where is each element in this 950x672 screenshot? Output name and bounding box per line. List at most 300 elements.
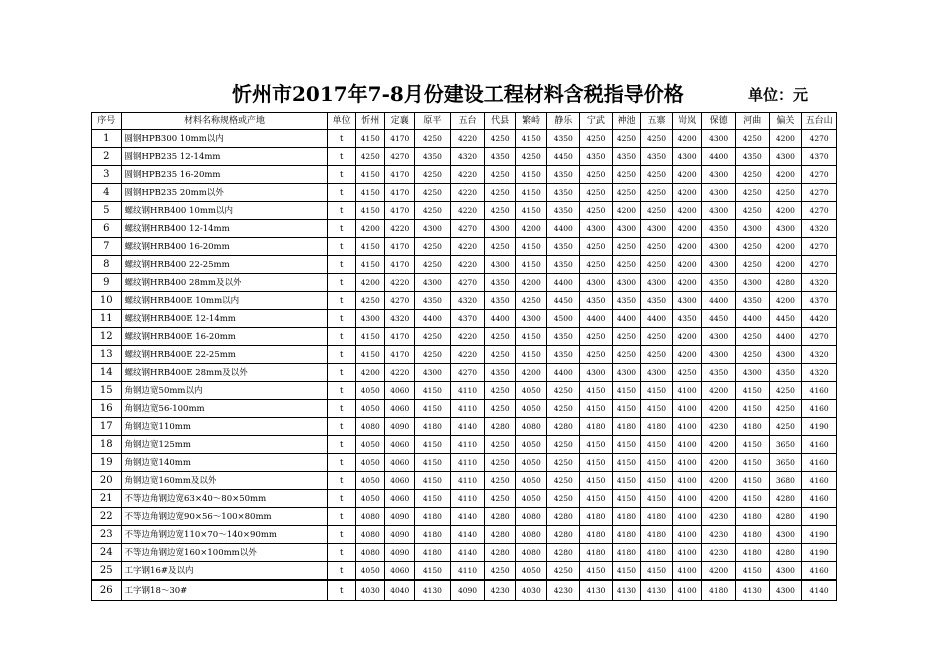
price-cell: 4280 [485, 508, 516, 526]
price-cell: 4150 [612, 454, 641, 472]
price-cell: 4300 [702, 328, 736, 346]
price-cell: 4190 [802, 418, 837, 436]
price-cell: 4250 [641, 238, 673, 256]
price-cell: 4080 [515, 526, 547, 544]
price-cell: 4090 [385, 418, 415, 436]
price-cell: 4200 [672, 202, 702, 220]
price-cell: 4150 [612, 472, 641, 490]
price-cell: 3680 [769, 472, 802, 490]
price-cell: 4050 [515, 454, 547, 472]
price-cell: 4250 [485, 346, 516, 364]
price-cell: 4160 [802, 454, 837, 472]
price-cell: 4060 [385, 490, 415, 508]
price-cell: 4130 [612, 580, 641, 601]
price-cell: 4250 [485, 382, 516, 400]
price-cell: 4230 [702, 508, 736, 526]
material-name: 不等边角钢边宽90×56～100×80mm [121, 508, 328, 526]
unit-cell: t [328, 184, 356, 202]
price-cell: 4200 [769, 130, 802, 148]
price-cell: 4250 [580, 238, 613, 256]
price-cell: 4150 [612, 436, 641, 454]
material-name: 不等边角钢边宽63×40～80×50mm [121, 490, 328, 508]
price-cell: 4200 [769, 292, 802, 310]
price-cell: 4230 [485, 580, 516, 601]
unit-cell: t [328, 148, 356, 166]
row-number: 15 [92, 382, 122, 400]
table-row [92, 472, 837, 490]
price-cell: 4080 [515, 544, 547, 562]
table-row [92, 256, 837, 274]
unit-cell: t [328, 472, 356, 490]
price-cell: 4150 [355, 130, 385, 148]
price-cell: 4270 [802, 130, 837, 148]
price-cell: 4200 [672, 256, 702, 274]
unit-cell: t [328, 274, 356, 292]
price-cell: 4300 [702, 256, 736, 274]
price-cell: 4180 [735, 544, 769, 562]
price-cell: 4300 [355, 310, 385, 328]
price-cell: 4320 [802, 364, 837, 382]
price-cell: 4350 [702, 364, 736, 382]
price-cell: 4180 [580, 508, 613, 526]
price-cell: 4180 [735, 526, 769, 544]
unit-cell: t [328, 166, 356, 184]
price-cell: 4100 [672, 400, 702, 418]
price-cell: 4230 [702, 544, 736, 562]
price-cell: 4280 [485, 418, 516, 436]
price-cell: 4150 [515, 184, 547, 202]
price-cell: 4400 [485, 310, 516, 328]
table-row [92, 544, 837, 562]
price-cell: 4050 [355, 472, 385, 490]
price-cell: 4350 [547, 328, 580, 346]
price-cell: 4250 [547, 382, 580, 400]
price-cell: 4250 [415, 238, 451, 256]
price-cell: 4050 [515, 436, 547, 454]
table-header-row [92, 113, 837, 130]
price-cell: 4350 [485, 292, 516, 310]
price-cell: 4060 [385, 454, 415, 472]
price-cell: 4250 [641, 346, 673, 364]
price-cell: 4130 [415, 580, 451, 601]
row-number: 12 [92, 328, 122, 346]
price-cell: 4250 [547, 436, 580, 454]
column-header: 宁武 [580, 113, 613, 130]
price-cell: 4220 [450, 256, 485, 274]
row-number: 26 [92, 580, 122, 601]
price-cell: 4280 [547, 526, 580, 544]
price-cell: 4250 [515, 148, 547, 166]
material-name: 螺纹钢HRB400 10mm以内 [121, 202, 328, 220]
page-title: 忻州市2017年7-8月份建设工程材料含税指导价格 [232, 82, 684, 106]
price-cell: 4100 [672, 454, 702, 472]
price-cell: 4250 [355, 292, 385, 310]
price-cell: 4250 [355, 148, 385, 166]
price-cell: 4150 [415, 436, 451, 454]
price-cell: 4180 [641, 526, 673, 544]
table-row [92, 148, 837, 166]
unit-cell: t [328, 328, 356, 346]
price-cell: 4150 [415, 472, 451, 490]
row-number: 22 [92, 508, 122, 526]
price-cell: 4280 [485, 544, 516, 562]
price-cell: 4180 [415, 544, 451, 562]
price-cell: 4350 [612, 292, 641, 310]
price-cell: 4200 [355, 220, 385, 238]
price-cell: 4350 [485, 148, 516, 166]
table-row [92, 400, 837, 418]
price-cell: 4270 [802, 202, 837, 220]
price-cell: 4200 [672, 130, 702, 148]
table-row [92, 436, 837, 454]
price-cell: 4090 [450, 580, 485, 601]
price-cell: 4300 [735, 220, 769, 238]
price-cell: 4200 [769, 238, 802, 256]
price-cell: 4250 [735, 202, 769, 220]
price-cell: 4300 [612, 220, 641, 238]
price-cell: 4200 [515, 220, 547, 238]
price-cell: 4250 [612, 256, 641, 274]
price-cell: 4150 [612, 490, 641, 508]
price-table [91, 112, 837, 601]
table-row [92, 184, 837, 202]
price-cell: 4300 [641, 364, 673, 382]
price-cell: 4270 [802, 328, 837, 346]
material-name: 螺纹钢HRB400E 10mm以内 [121, 292, 328, 310]
row-number: 24 [92, 544, 122, 562]
price-cell: 4110 [450, 436, 485, 454]
unit-cell: t [328, 580, 356, 601]
price-cell: 4150 [355, 184, 385, 202]
price-cell: 4230 [702, 418, 736, 436]
price-cell: 4050 [355, 382, 385, 400]
price-cell: 4250 [485, 184, 516, 202]
price-cell: 4150 [415, 454, 451, 472]
price-cell: 4150 [735, 382, 769, 400]
price-cell: 4150 [580, 562, 613, 581]
price-cell: 4250 [547, 490, 580, 508]
unit-cell: t [328, 544, 356, 562]
price-cell: 4400 [547, 220, 580, 238]
material-name: 螺纹钢HRB400E 16-20mm [121, 328, 328, 346]
price-cell: 4250 [612, 238, 641, 256]
price-cell: 4150 [355, 166, 385, 184]
price-cell: 4150 [580, 472, 613, 490]
price-cell: 4320 [802, 346, 837, 364]
price-cell: 4150 [415, 562, 451, 581]
price-cell: 4250 [580, 256, 613, 274]
price-cell: 4200 [769, 256, 802, 274]
price-cell: 4200 [769, 166, 802, 184]
price-cell: 4150 [641, 472, 673, 490]
price-cell: 4350 [485, 274, 516, 292]
price-cell: 4080 [515, 418, 547, 436]
price-cell: 4350 [702, 220, 736, 238]
material-name: 圆钢HPB235 20mm以外 [121, 184, 328, 202]
price-cell: 4300 [769, 580, 802, 601]
price-cell: 4220 [450, 238, 485, 256]
price-cell: 4320 [802, 274, 837, 292]
price-cell: 4250 [547, 472, 580, 490]
price-cell: 4300 [580, 274, 613, 292]
price-cell: 4350 [672, 310, 702, 328]
column-header: 繁峙 [515, 113, 547, 130]
price-cell: 4200 [672, 166, 702, 184]
row-number: 5 [92, 202, 122, 220]
price-cell: 4150 [355, 238, 385, 256]
column-header: 序号 [92, 113, 122, 130]
material-name: 角钢边宽56-100mm [121, 400, 328, 418]
price-cell: 4170 [385, 166, 415, 184]
price-cell: 4250 [735, 346, 769, 364]
price-cell: 4270 [450, 220, 485, 238]
price-cell: 4350 [769, 364, 802, 382]
price-cell: 4180 [702, 580, 736, 601]
price-cell: 4450 [702, 310, 736, 328]
price-cell: 4180 [415, 418, 451, 436]
price-cell: 4090 [385, 526, 415, 544]
row-number: 18 [92, 436, 122, 454]
table-row [92, 364, 837, 382]
price-cell: 4250 [641, 328, 673, 346]
price-cell: 4250 [580, 202, 613, 220]
row-number: 1 [92, 130, 122, 148]
price-cell: 4250 [769, 382, 802, 400]
price-cell: 4250 [485, 562, 516, 581]
price-cell: 4150 [580, 454, 613, 472]
column-header: 定襄 [385, 113, 415, 130]
table-row [92, 382, 837, 400]
row-number: 10 [92, 292, 122, 310]
price-cell: 4150 [515, 202, 547, 220]
price-cell: 4110 [450, 490, 485, 508]
price-cell: 4280 [769, 544, 802, 562]
price-cell: 4220 [385, 220, 415, 238]
price-cell: 4300 [769, 148, 802, 166]
price-cell: 4150 [735, 400, 769, 418]
price-cell: 3650 [769, 436, 802, 454]
row-number: 19 [92, 454, 122, 472]
price-cell: 4350 [415, 148, 451, 166]
price-cell: 4190 [802, 544, 837, 562]
price-cell: 4450 [769, 310, 802, 328]
price-cell: 4150 [355, 346, 385, 364]
price-cell: 4350 [485, 364, 516, 382]
material-name: 角钢边宽140mm [121, 454, 328, 472]
table-row [92, 346, 837, 364]
table-row [92, 238, 837, 256]
price-cell: 4050 [515, 382, 547, 400]
price-cell: 4250 [769, 184, 802, 202]
price-cell: 4150 [641, 382, 673, 400]
price-cell: 4110 [450, 454, 485, 472]
price-cell: 4270 [802, 184, 837, 202]
price-cell: 4400 [702, 148, 736, 166]
price-cell: 4250 [415, 166, 451, 184]
table-row [92, 418, 837, 436]
price-cell: 4350 [641, 148, 673, 166]
price-cell: 4350 [580, 292, 613, 310]
row-number: 3 [92, 166, 122, 184]
price-cell: 4100 [672, 382, 702, 400]
price-cell: 4300 [735, 364, 769, 382]
price-cell: 4220 [450, 202, 485, 220]
unit-cell: t [328, 400, 356, 418]
price-cell: 4100 [672, 472, 702, 490]
unit-cell: t [328, 220, 356, 238]
price-cell: 4220 [450, 328, 485, 346]
price-cell: 4350 [547, 238, 580, 256]
row-number: 23 [92, 526, 122, 544]
price-cell: 4220 [450, 130, 485, 148]
price-cell: 4060 [385, 562, 415, 581]
price-cell: 4150 [515, 346, 547, 364]
price-cell: 4250 [735, 256, 769, 274]
row-number: 25 [92, 562, 122, 581]
price-cell: 4300 [485, 220, 516, 238]
column-header: 保德 [702, 113, 736, 130]
price-cell: 4300 [769, 220, 802, 238]
price-cell: 4200 [702, 436, 736, 454]
price-cell: 4280 [769, 490, 802, 508]
price-cell: 4250 [485, 130, 516, 148]
row-number: 16 [92, 400, 122, 418]
table-row [92, 526, 837, 544]
price-cell: 4300 [735, 274, 769, 292]
price-cell: 4180 [580, 526, 613, 544]
column-header: 单位 [328, 113, 356, 130]
material-name: 角钢边宽125mm [121, 436, 328, 454]
price-cell: 4100 [672, 562, 702, 581]
price-cell: 4150 [580, 382, 613, 400]
price-cell: 4160 [802, 490, 837, 508]
column-header: 材料名称规格或产地 [121, 113, 328, 130]
price-cell: 4350 [547, 346, 580, 364]
unit-cell: t [328, 130, 356, 148]
price-cell: 4200 [702, 472, 736, 490]
price-cell: 4160 [802, 472, 837, 490]
material-name: 不等边角钢边宽110×70～140×90mm [121, 526, 328, 544]
price-cell: 4140 [450, 418, 485, 436]
unit-label: 单位：元 [748, 86, 809, 104]
material-name: 工字钢16#及以内 [121, 562, 328, 581]
price-cell: 4250 [769, 400, 802, 418]
price-cell: 4250 [485, 202, 516, 220]
price-cell: 4250 [547, 454, 580, 472]
material-name: 不等边角钢边宽160×100mm以外 [121, 544, 328, 562]
price-cell: 4350 [702, 274, 736, 292]
price-cell: 4270 [450, 364, 485, 382]
price-cell: 4350 [547, 166, 580, 184]
table-row [92, 580, 837, 601]
row-number: 4 [92, 184, 122, 202]
price-cell: 4150 [515, 256, 547, 274]
price-cell: 4150 [415, 490, 451, 508]
price-cell: 4350 [547, 202, 580, 220]
price-cell: 4170 [385, 328, 415, 346]
price-cell: 4250 [641, 202, 673, 220]
price-cell: 4100 [672, 580, 702, 601]
price-cell: 4150 [641, 562, 673, 581]
price-cell: 4400 [641, 310, 673, 328]
price-cell: 4200 [355, 274, 385, 292]
price-cell: 4050 [515, 472, 547, 490]
price-cell: 4200 [672, 238, 702, 256]
price-cell: 4200 [672, 328, 702, 346]
price-cell: 4300 [769, 346, 802, 364]
table-row [92, 220, 837, 238]
price-cell: 4250 [612, 346, 641, 364]
price-cell: 4050 [355, 562, 385, 581]
unit-cell: t [328, 436, 356, 454]
row-number: 20 [92, 472, 122, 490]
price-cell: 4250 [415, 184, 451, 202]
price-cell: 4250 [735, 238, 769, 256]
price-cell: 4100 [672, 490, 702, 508]
price-cell: 4300 [580, 220, 613, 238]
material-name: 螺纹钢HRB400 28mm及以外 [121, 274, 328, 292]
price-cell: 4250 [580, 346, 613, 364]
price-cell: 4250 [485, 238, 516, 256]
price-cell: 4250 [672, 364, 702, 382]
price-cell: 4130 [580, 580, 613, 601]
price-cell: 4140 [802, 580, 837, 601]
price-cell: 4100 [672, 508, 702, 526]
price-cell: 4180 [580, 418, 613, 436]
price-cell: 4300 [769, 526, 802, 544]
row-number: 14 [92, 364, 122, 382]
price-cell: 4180 [641, 418, 673, 436]
price-cell: 4190 [802, 508, 837, 526]
price-cell: 4250 [580, 130, 613, 148]
unit-cell: t [328, 562, 356, 581]
price-cell: 4200 [355, 364, 385, 382]
price-cell: 4180 [612, 544, 641, 562]
price-cell: 4250 [485, 436, 516, 454]
column-header: 原平 [415, 113, 451, 130]
price-cell: 4100 [672, 436, 702, 454]
price-cell: 4230 [702, 526, 736, 544]
price-cell: 4110 [450, 400, 485, 418]
price-cell: 4280 [547, 418, 580, 436]
price-cell: 4150 [641, 400, 673, 418]
price-cell: 4250 [735, 130, 769, 148]
price-cell: 4270 [385, 148, 415, 166]
price-cell: 4250 [415, 346, 451, 364]
table-row [92, 454, 837, 472]
price-cell: 4350 [415, 292, 451, 310]
price-cell: 4080 [515, 508, 547, 526]
price-cell: 4160 [802, 562, 837, 581]
price-cell: 4300 [702, 130, 736, 148]
price-cell: 4230 [547, 580, 580, 601]
price-cell: 4080 [355, 544, 385, 562]
price-cell: 4320 [450, 148, 485, 166]
price-cell: 4150 [580, 436, 613, 454]
table-row [92, 202, 837, 220]
price-cell: 4250 [415, 202, 451, 220]
price-cell: 4300 [485, 256, 516, 274]
row-number: 17 [92, 418, 122, 436]
price-cell: 4270 [450, 274, 485, 292]
unit-cell: t [328, 202, 356, 220]
price-cell: 4200 [702, 454, 736, 472]
price-cell: 4150 [641, 490, 673, 508]
unit-cell: t [328, 490, 356, 508]
price-cell: 4160 [802, 382, 837, 400]
price-cell: 4370 [802, 292, 837, 310]
price-cell: 4150 [735, 490, 769, 508]
